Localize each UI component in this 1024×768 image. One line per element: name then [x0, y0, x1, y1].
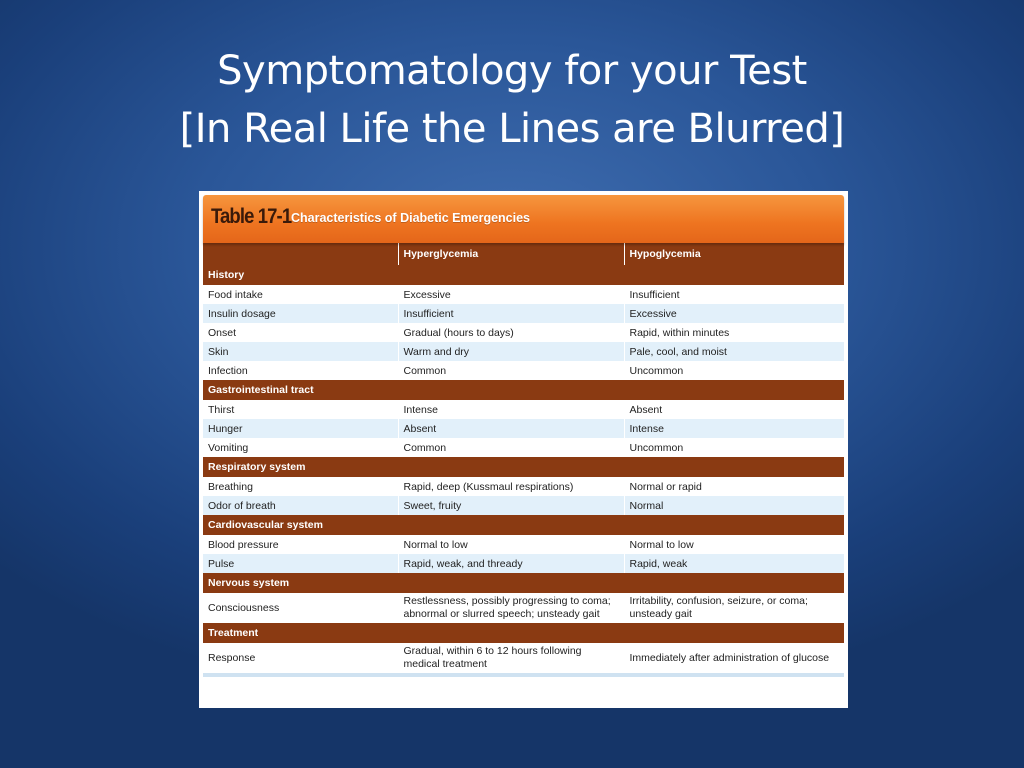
section-label: Treatment	[203, 623, 844, 643]
row-label-cell: Hunger	[203, 419, 398, 438]
hypoglycemia-cell: Absent	[624, 400, 844, 419]
section-header-row	[203, 515, 844, 535]
hyperglycemia-cell: Excessive	[398, 285, 624, 304]
hyperglycemia-cell: Gradual, within 6 to 12 hours following medical treatment	[398, 643, 624, 673]
row-label-cell: Odor of breath	[203, 496, 398, 515]
row-label-cell: Response	[203, 643, 398, 673]
hyperglycemia-cell: Absent	[398, 419, 624, 438]
hypoglycemia-cell: Intense	[624, 419, 844, 438]
table-caption: Characteristics of Diabetic Emergencies	[291, 211, 530, 225]
section-header-row	[203, 457, 844, 477]
row-label-cell: Food intake	[203, 285, 398, 304]
table-row	[203, 419, 844, 438]
hypoglycemia-cell: Normal to low	[624, 535, 844, 554]
hyperglycemia-cell: Gradual (hours to days)	[398, 323, 624, 342]
section-label: History	[203, 265, 844, 285]
hyperglycemia-cell: Sweet, fruity	[398, 496, 624, 515]
row-label-cell: Infection	[203, 361, 398, 380]
table-number: Table 17-1	[211, 205, 292, 228]
hyperglycemia-cell: Common	[398, 361, 624, 380]
row-label-cell: Skin	[203, 342, 398, 361]
hypoglycemia-cell: Normal or rapid	[624, 477, 844, 496]
table-row	[203, 304, 844, 323]
table-row	[203, 593, 844, 623]
section-header-row	[203, 265, 844, 285]
table-header-bar	[203, 195, 844, 243]
column-header: Hypoglycemia	[624, 243, 844, 265]
hyperglycemia-cell: Rapid, weak, and thready	[398, 554, 624, 573]
hypoglycemia-cell: Uncommon	[624, 361, 844, 380]
hypoglycemia-cell: Uncommon	[624, 438, 844, 457]
hypoglycemia-cell: Rapid, weak	[624, 554, 844, 573]
table-figure	[199, 191, 848, 708]
hyperglycemia-cell: Common	[398, 438, 624, 457]
slide-title	[0, 42, 1024, 158]
hyperglycemia-cell: Restlessness, possibly progressing to coma; abnormal or slurred speech; unsteady gait	[398, 593, 624, 623]
table-row	[203, 477, 844, 496]
row-label-cell: Blood pressure	[203, 535, 398, 554]
slide-title-line-2: [In Real Life the Lines are Blurred]	[179, 106, 845, 152]
hyperglycemia-cell: Normal to low	[398, 535, 624, 554]
hypoglycemia-cell: Insufficient	[624, 285, 844, 304]
slide-title-line-1: Symptomatology for your Test	[217, 48, 807, 94]
column-header-row	[203, 243, 844, 265]
section-header-row	[203, 573, 844, 593]
row-label-cell: Thirst	[203, 400, 398, 419]
row-label-cell: Breathing	[203, 477, 398, 496]
section-header-row	[203, 380, 844, 400]
section-header-row	[203, 623, 844, 643]
section-label: Respiratory system	[203, 457, 844, 477]
row-label-cell: Vomiting	[203, 438, 398, 457]
hyperglycemia-cell: Warm and dry	[398, 342, 624, 361]
hypoglycemia-cell: Excessive	[624, 304, 844, 323]
row-label-cell: Insulin dosage	[203, 304, 398, 323]
row-label-cell: Pulse	[203, 554, 398, 573]
column-header	[203, 243, 398, 265]
table-row	[203, 535, 844, 554]
section-label: Gastrointestinal tract	[203, 380, 844, 400]
table-row	[203, 342, 844, 361]
hyperglycemia-cell: Intense	[398, 400, 624, 419]
table-row	[203, 496, 844, 515]
hypoglycemia-cell: Irritability, confusion, seizure, or coma; unsteady gait	[624, 593, 844, 623]
hyperglycemia-cell: Rapid, deep (Kussmaul respirations)	[398, 477, 624, 496]
hyperglycemia-cell: Insufficient	[398, 304, 624, 323]
hypoglycemia-cell: Rapid, within minutes	[624, 323, 844, 342]
column-header: Hyperglycemia	[398, 243, 624, 265]
table-row	[203, 643, 844, 673]
diabetic-emergencies-table	[203, 243, 844, 673]
row-label-cell: Consciousness	[203, 593, 398, 623]
section-label: Cardiovascular system	[203, 515, 844, 535]
table-row	[203, 361, 844, 380]
table-bottom-border	[203, 673, 844, 677]
row-label-cell: Onset	[203, 323, 398, 342]
hypoglycemia-cell: Immediately after administration of glucose	[624, 643, 844, 673]
section-label: Nervous system	[203, 573, 844, 593]
table-row	[203, 438, 844, 457]
table-row	[203, 323, 844, 342]
hypoglycemia-cell: Normal	[624, 496, 844, 515]
table-row	[203, 554, 844, 573]
hypoglycemia-cell: Pale, cool, and moist	[624, 342, 844, 361]
table-row	[203, 400, 844, 419]
table-row	[203, 285, 844, 304]
